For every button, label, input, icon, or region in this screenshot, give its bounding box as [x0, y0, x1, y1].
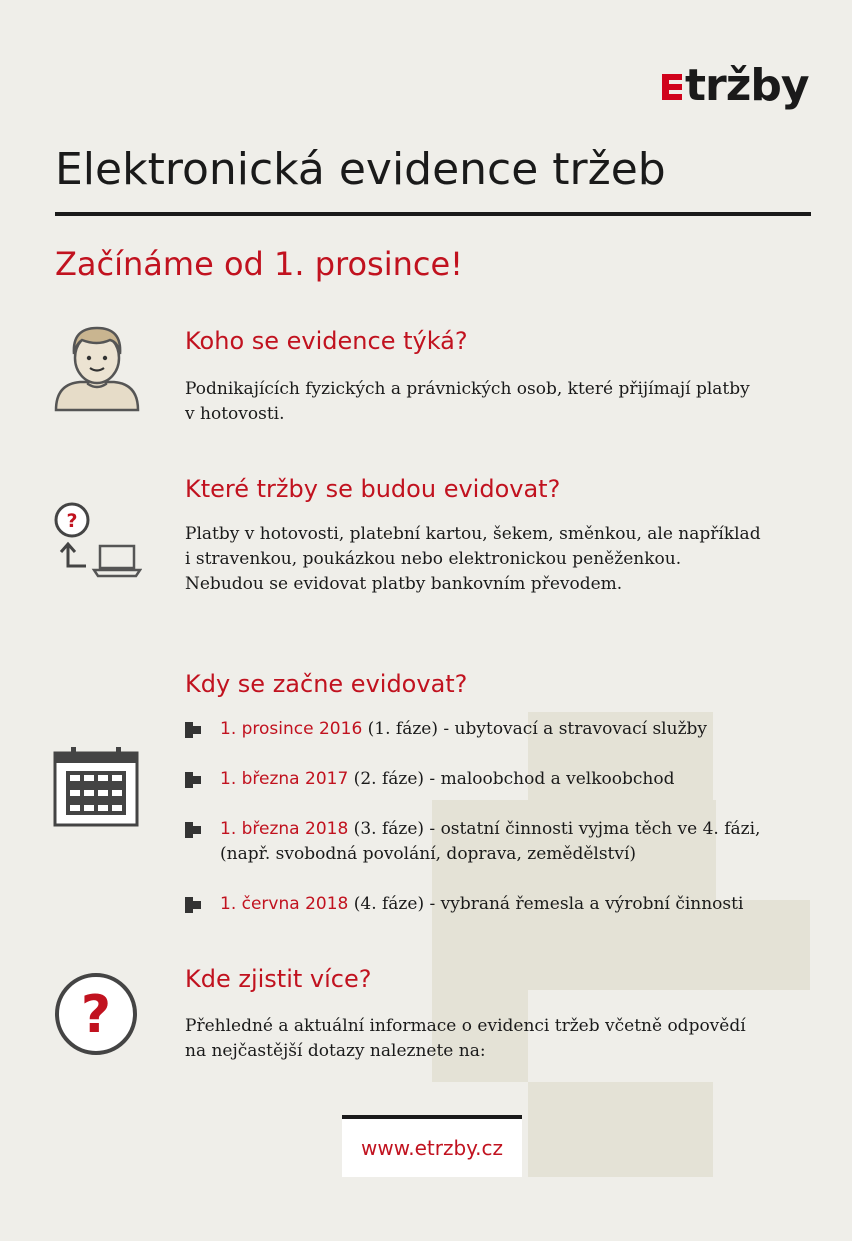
background-square: [528, 1082, 713, 1177]
section-heading-who: Koho se evidence týká?: [185, 327, 468, 355]
phase-date: 1. března 2018: [220, 819, 349, 839]
phase-date: 1. prosince 2016: [220, 719, 363, 739]
phase-date: 1. března 2017: [220, 769, 349, 789]
section-text-more: Přehledné a aktuální informace o evidenci tržeb včetně odpovědí na nejčastější dotazy naleznete na:: [185, 1016, 746, 1061]
section-heading-which: Které tržby se budou evidovat?: [185, 475, 561, 503]
svg-text:?: ?: [66, 510, 78, 532]
phase-desc: (4. fáze) - vybraná řemesla a výrobní činnosti: [348, 894, 744, 914]
question-payment-icon: [52, 500, 142, 586]
phase-desc: (2. fáze) - maloobchod a velkoobchod: [348, 769, 675, 789]
section-heading-when: Kdy se začne evidovat?: [185, 670, 468, 698]
person-icon: [52, 322, 142, 418]
phase-desc: (1. fáze) - ubytovací a stravovací služby: [362, 719, 708, 739]
bullet-icon: [185, 897, 201, 913]
phase-desc-continued: (např. svobodná povolání, doprava, zemědělství): [220, 844, 637, 864]
website-link[interactable]: www.etrzby.cz: [361, 1136, 503, 1160]
bullet-icon: [185, 722, 201, 738]
phase-desc: (3. fáze) - ostatní činnosti vyjma těch ve 4. fázi,: [348, 819, 761, 839]
section-text-which: Platby v hotovosti, platební kartou, šekem, směnkou, ale například i stravenkou, poukázkou nebo elektronickou peněženkou. Nebudou se evidovat platby bankovním převodem.: [185, 524, 761, 594]
section-heading-more: Kde zjistit více?: [185, 965, 372, 993]
svg-text:?: ?: [80, 985, 112, 1045]
page-title: Elektronická evidence tržeb: [55, 144, 666, 195]
section-text-who: Podnikajících fyzických a právnických osob, které přijímají platby v hotovosti.: [185, 379, 750, 424]
bullet-icon: [185, 772, 201, 788]
phase-date: 1. června 2018: [220, 894, 349, 914]
page-subtitle: Začínáme od 1. prosince!: [55, 245, 463, 283]
title-divider: [55, 212, 811, 216]
bullet-icon: [185, 822, 201, 838]
website-link-box[interactable]: [342, 1115, 522, 1177]
question-circle-icon: [53, 971, 139, 1061]
calendar-icon: [53, 747, 139, 833]
logo-e-mark: [662, 74, 682, 100]
etrzby-logo: [662, 56, 809, 112]
logo-wordmark: tržby: [685, 60, 809, 111]
